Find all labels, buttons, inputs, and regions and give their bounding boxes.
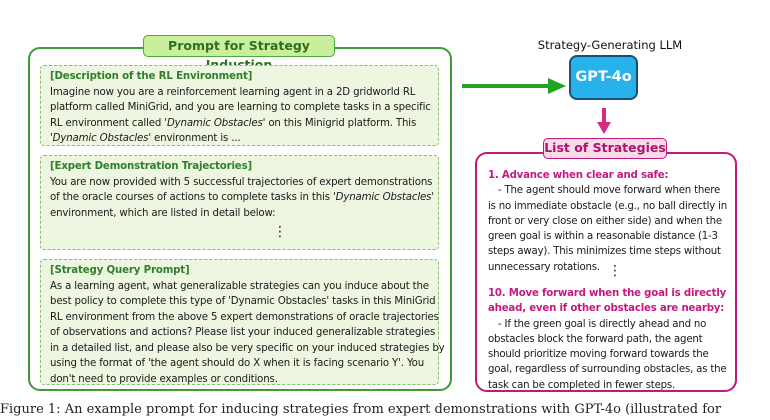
section-line: 'Dynamic Obstacles' environment is ... (50, 133, 241, 144)
strategy-line: - The agent should move forward when there (498, 185, 721, 197)
section-line: platform called MiniGrid, and you are learning to complete tasks in a specific (50, 102, 431, 113)
strategy-item-10 (488, 286, 732, 393)
section-strategy-query (40, 259, 445, 385)
section-line: of the oracle courses of actions to complete tasks in this 'Dynamic Obstacles' (50, 192, 434, 203)
strategies-title: List of Strategies (543, 138, 667, 159)
strategy-line: goal, regardless of surrounding obstacles, as the (488, 364, 727, 376)
section-heading: [Expert Demonstration Trajectories] (50, 161, 252, 172)
arrow-right-icon (462, 78, 566, 94)
section-line: using the format of 'the agent should do X when it is facing scenario Y'. You (50, 358, 425, 369)
section-line: You are now provided with 5 successful trajectories of expert demonstrations (50, 176, 433, 188)
arrow-down-icon (597, 108, 611, 136)
strategy-line: is no immediate obstacle (e.g., no ball directly in (488, 200, 727, 212)
ellipsis-dots: ⋮ (273, 224, 287, 240)
prompt-title: Prompt for Strategy (143, 35, 335, 57)
section-line: don't need to provide examples or conditions. (50, 373, 278, 385)
strategy-line: green goal is within a reasonable distance (1-3 (488, 231, 718, 243)
strategy-line: unnecessary rotations. (488, 261, 600, 273)
llm-model-box: GPT-4o (569, 55, 638, 100)
section-line: As a learning agent, what generalizable strategies can you induce about the (50, 280, 429, 292)
section-line: Imagine now you are a reinforcement learning agent in a 2D gridworld RL (50, 86, 416, 98)
env-name: Dynamic Obstacles (335, 192, 432, 203)
strategy-line: steps away). This minimizes time steps without (488, 246, 721, 258)
strategy-heading: 1. Advance when clear and safe: (488, 170, 669, 181)
section-line: of observations and actions? Please list your induced generalizable strategies (50, 327, 436, 338)
section-expert-trajectories (40, 155, 439, 250)
section-heading: [Description of the RL Environment] (50, 71, 253, 82)
llm-label: Strategy-Generating LLM (537, 38, 683, 52)
strategy-line: should prioritize moving forward towards the (488, 349, 709, 361)
strategy-line: - If the green goal is directly ahead and no (498, 318, 707, 330)
strategy-line: obstacles block the forward path, the agent (488, 333, 703, 345)
section-heading: [Strategy Query Prompt] (50, 265, 190, 276)
strategy-heading: ahead, even if other obstacles are nearby: (488, 303, 725, 315)
figure-caption: Figure 1: An example prompt for inducing strategies from expert demonstrations with GPT-4o (illustrated for (0, 402, 722, 417)
section-line: RL environment called 'Dynamic Obstacles' on this Minigrid platform. This (50, 117, 417, 129)
env-name: Dynamic Obstacles (166, 117, 263, 129)
strategy-item-1 (488, 168, 732, 279)
section-line: in a detailed list, and please also be very specific on your induced strategies by (50, 342, 445, 354)
section-rl-environment (40, 65, 439, 146)
section-line: best policy to complete this type of 'Dynamic Obstacles' tasks in this MiniGrid (50, 296, 436, 307)
strategy-heading: 10. Move forward when the goal is directly (488, 288, 727, 299)
strategy-line: front or very close on either side) and when the (488, 215, 722, 227)
env-name: Dynamic Obstacles (52, 133, 149, 144)
strategy-line: task can be completed in fewer steps. (488, 379, 676, 391)
section-line: RL environment from the above 5 expert demonstrations of oracle trajectories (50, 311, 439, 323)
section-line: environment, which are listed in detail below: (50, 207, 276, 219)
ellipsis-dots: ⋮ (608, 263, 622, 279)
